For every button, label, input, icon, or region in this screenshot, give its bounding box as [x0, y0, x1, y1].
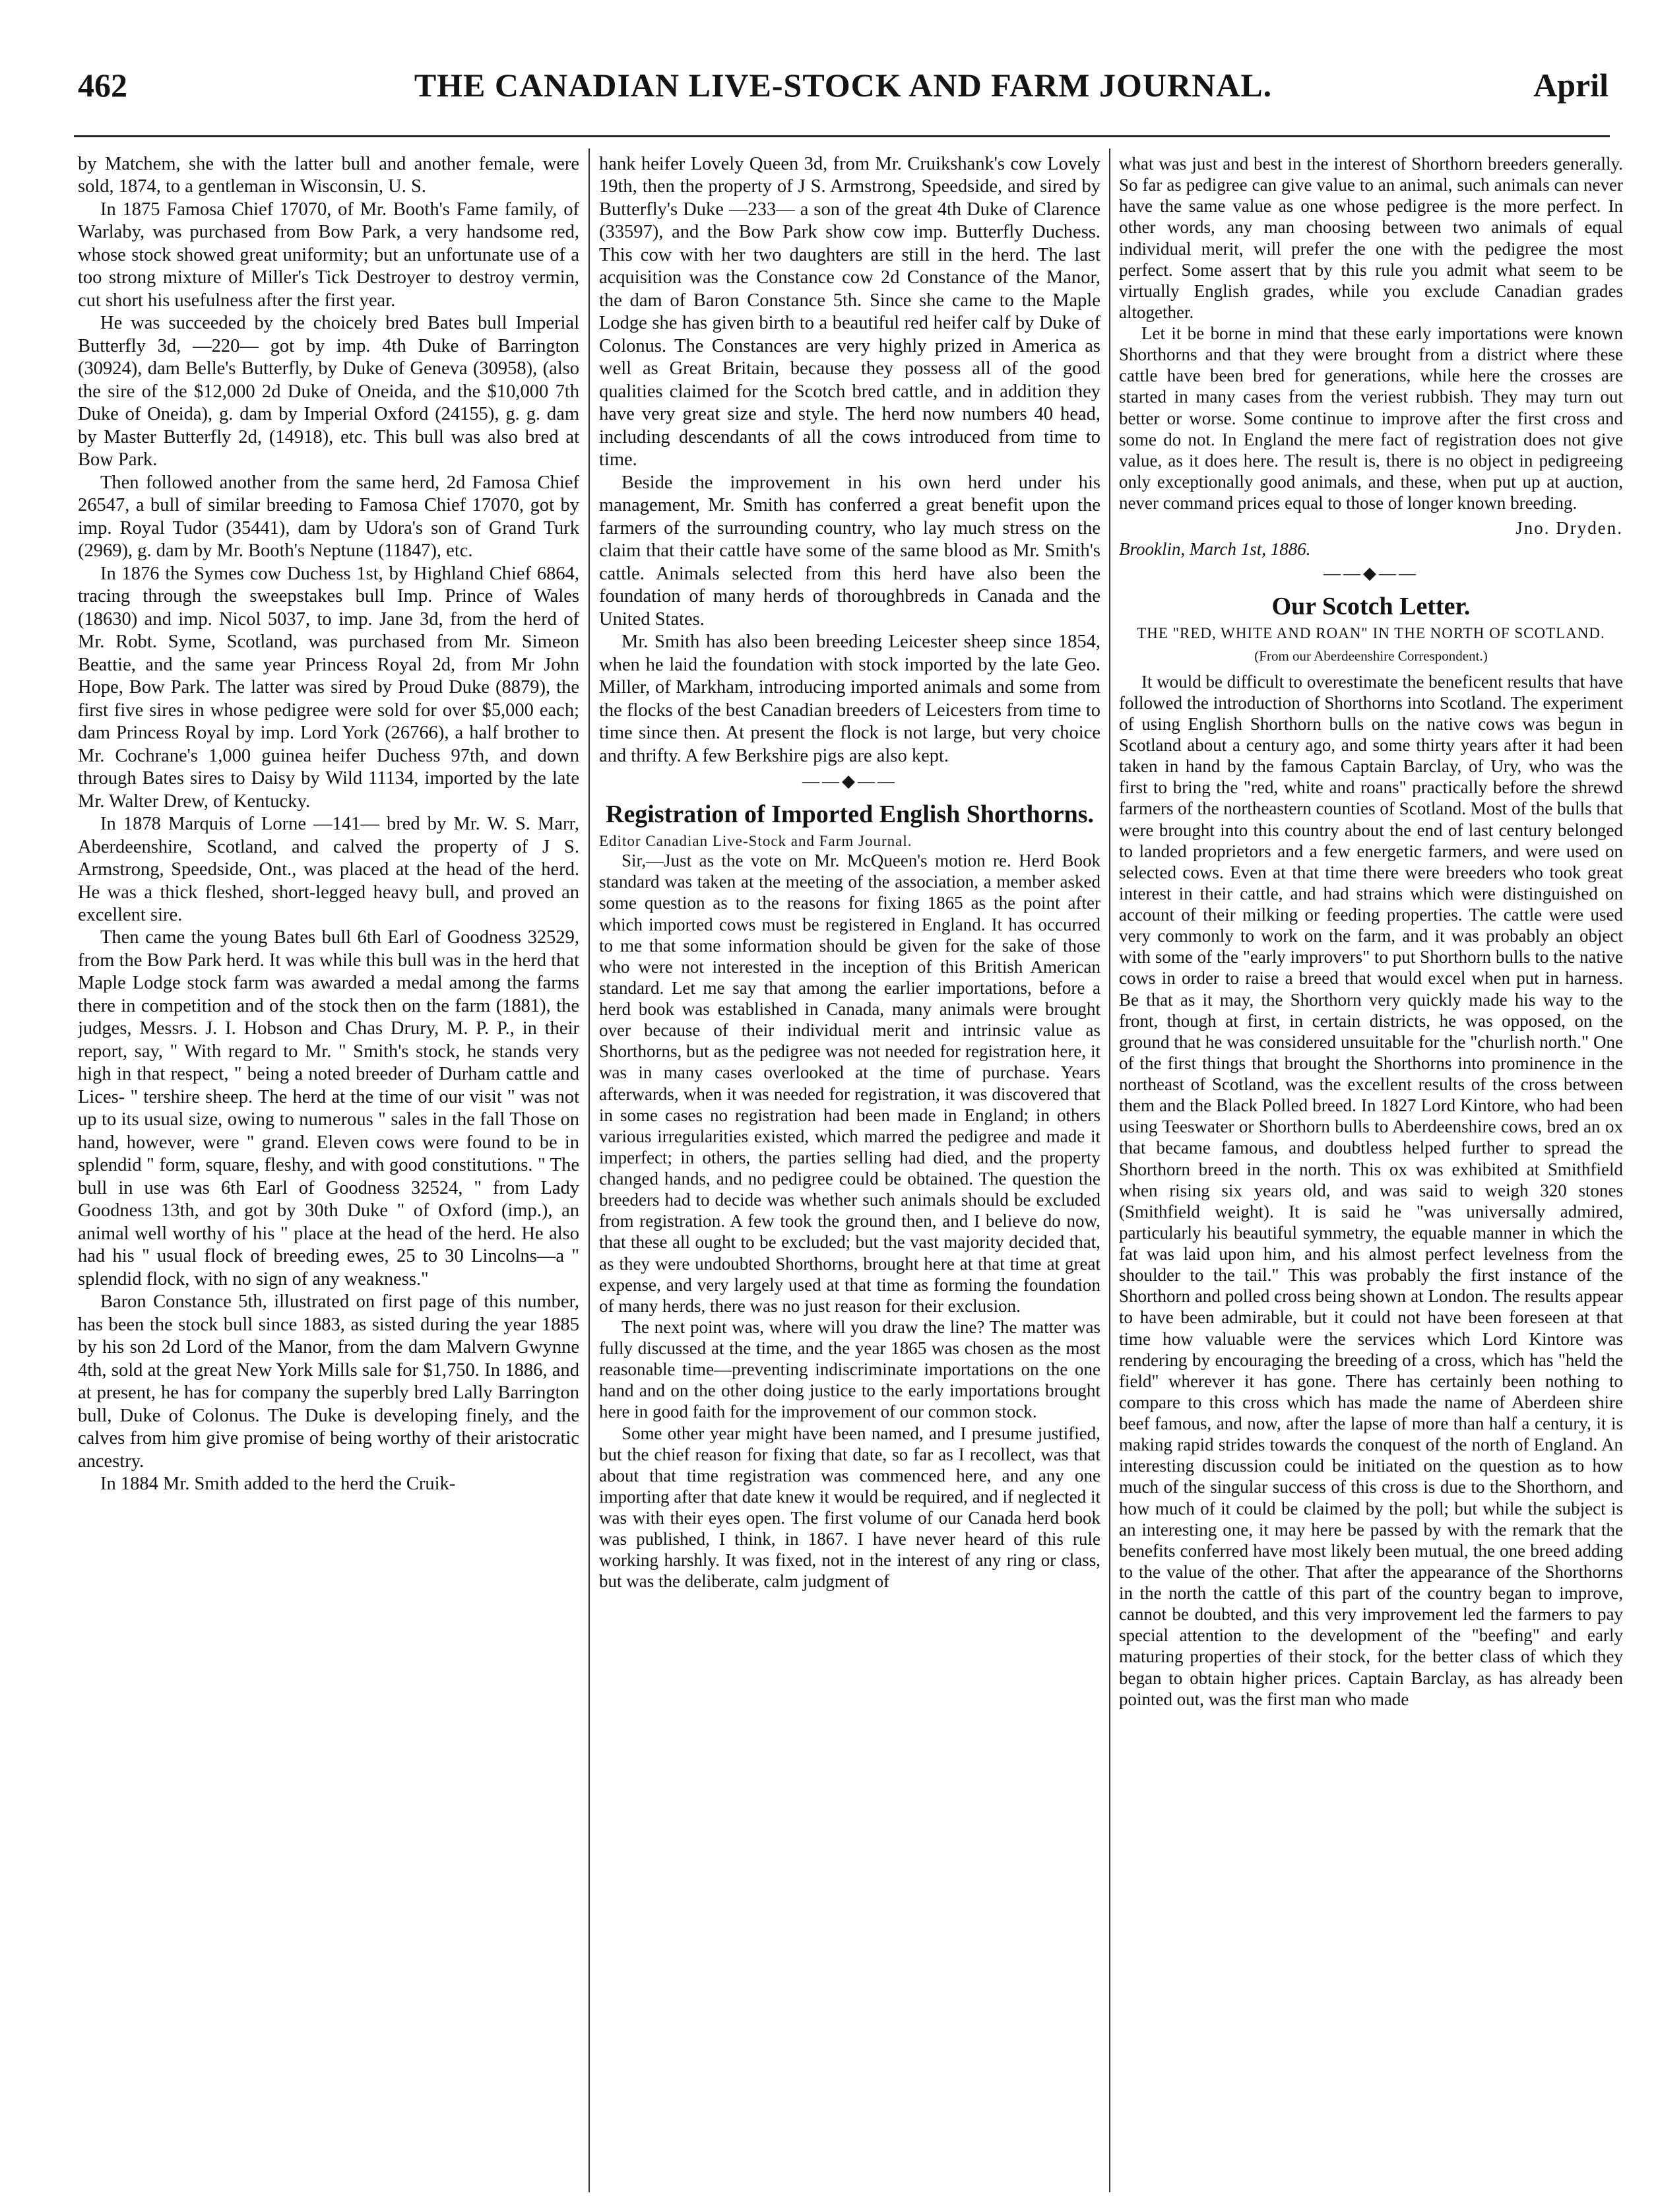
column-rule-2	[1109, 148, 1110, 2192]
paragraph: Baron Constance 5th, illustrated on first page of this number, has been the stock bull since 1883, as sisted during the year 1885 by his son 2d Lord of the Manor, from the dam Malvern Gwynne 4th, sold at the great New York Mills sale for $1,750. In 1886, and at present, he has for company the superbly bred Lally Barrington bull, Duke of Colonus. The Duke is developing finely, and the calves from him give promise of being worthy of their aristocratic ancestry.	[78, 1291, 579, 1472]
paragraph: Mr. Smith has also been breeding Leicester sheep since 1854, when he laid the foundation with stock imported by the late Geo. Miller, of Markham, introducing imported animals and some from the flocks of the best Canadian breeders of Leicesters from time to time since then. At present the flock is not large, but very choice and thrifty. A few Berkshire pigs are also kept.	[599, 632, 1100, 766]
paragraph: what was just and best in the interest of Shorthorn breeders generally. So far as pedigree can give value to an animal, such animals can never have the same value as one whose pedigree is the more perfect. In other words, any man choosing between two animals of equal individual merit, will prefer the one with the pedigree the most perfect. Some assert that by this rule you admit what seem to be virtually English grades, while you exclude Canadian grades altogether.	[1119, 154, 1623, 322]
signature: Jno. Dryden.	[1515, 518, 1623, 538]
issue-month: April	[1533, 67, 1608, 104]
paragraph: hank heifer Lovely Queen 3d, from Mr. Cruikshank's cow Lovely 19th, then the property of J S. Armstrong, Speedside, and sired by Butterfly's Duke —233— a son of the great 4th Duke of Clarence (33597), and the Bow Park show cow imp. Butterfly Duchess. This cow with her two daughters are still in the herd. The last acquisition was the Constance cow 2d Constance of the Manor, the dam of Baron Constance 5th. Since she came to the Maple Lodge she has given birth to a beautiful red heifer calf by Duke of Colonus. The Constances are very highly prized in America as well as Great Britain, because they possess all of the good qualities claimed for the Scotch bred cattle, and in addition they have very great size and style. The herd now numbers 40 head, including descendants of all the cows introduced from time to time.	[599, 154, 1100, 471]
paragraph: Beside the improvement in his own herd under his management, Mr. Smith has conferred a great benefit upon the farmers of the surrounding country, who lay much stress on the claim that their cattle have some of the same blood as Mr. Smith's cattle. Animals selected from this herd have also been the foundation of many herds of thoroughbreds in Canada and the United States.	[599, 472, 1100, 630]
paragraph: He was succeeded by the choicely bred Bates bull Imperial Butterfly 3d, —220— got by imp. 4th Duke of Barrington (30924), dam Belle's Butterfly, by Duke of Geneva (30958), (also the sire of the $12,000 2d Duke of Oneida, and the $10,000 7th Duke of Oneida), g. dam by Imperial Oxford (24155), g. g. dam by Master Butterfly 2d, (14918), etc. This bull was also bred at Bow Park.	[78, 313, 579, 471]
paragraph: In 1884 Mr. Smith added to the herd the Cruik-	[100, 1474, 456, 1495]
paragraph: Then came the young Bates bull 6th Earl of Goodness 32529, from the Bow Park herd. It was while this bull was in the herd that Maple Lodge stock farm was awarded a medal among the farms there in competition and of the stock then on the farm (1881), the judges, Messrs. J. I. Hobson and Chas Drury, M. P. P., in their report, say, " With regard to Mr. " Smith's stock, he stands very high in that respect, " being a noted breeder of Durham cattle and Lices- " tershire sheep. The herd at the time of our visit " was not up to its usual size, owing to numerous " sales in the fall Those on hand, however, were " grand. Eleven cows were found to be in splendid " form, square, fleshy, and with good constitutions. " The bull in use was 6th Earl of Goodness 32524, " from Lady Goodness 13th, and got by 30th Duke " of Oxford (imp.), an animal well worthy of his " place at the head of the herd. He also had his " usual flock of breeding ewes, 25 to 30 Lincolns—a " splendid flock, with no sign of any weakness."	[78, 927, 579, 1289]
page-number: 462	[78, 67, 127, 104]
paragraph: The next point was, where will you draw the line? The matter was fully discussed at the time, and the year 1865 was chosen as the most reasonable time—preventing indiscriminate importations on the one hand and on the other doing justice to the early importations brought here in good faith for the improvement of our common stock.	[599, 1317, 1100, 1422]
paragraph: In 1876 the Symes cow Duchess 1st, by Highland Chief 6864, tracing through the sweepstakes bull Imp. Prince of Wales (18630) and imp. Nicol 5037, to imp. Jane 3d, from the herd of Mr. Robt. Syme, Scotland, was purchased from Mr. Simeon Beattie, and the same year Princess Royal 2d, from Mr John Hope, Bow Park. The latter was sired by Proud Duke (8879), the first five sires in whose pedigree were sold for over $5,000 each; dam Princess Royal by imp. Lord York (26766), a half brother to Mr. Cochrane's 1,000 guinea heifer Duchess 97th, and down through Bates sires to Daisy by Wild 11134, imported by the late Mr. Walter Drew, of Kentucky.	[78, 563, 579, 812]
paragraph: It would be difficult to overestimate the beneficent results that have followed the introduction of Shorthorns into Scotland. The experiment of using English Shorthorn bulls on the native cows was begun in Scotland about a century ago, and some thirty years after it had been taken in hand by the famous Captain Barclay, of Ury, who was the first to bring the "red, white and roans" practically before the shrewd farmers of the northeastern counties of Scotland. Most of the bulls that were brought into this country about the end of last century belonged to landed proprietors and a few energetic farmers, and were used on selected cows. Even at that time there were breeders who took great interest in their cattle, and had strains which were distinguished on account of their milking or feeding properties. The cattle were used very commonly to work on the farm, and it was probably an object with some of the "early improvers" to put Shorthorn bulls to the native cows in order to raise a breed that would excel when put in harness. Be that as it may, the Shorthorn very quickly made his way to the front, though at first, in certain districts, he was opposed, on the ground that he was considered unsuitable for the "churlish north." One of the first things that brought the Shorthorns into prominence in the northeast of Scotland, was the excellent results of the cross between them and the Black Polled breed. In 1827 Lord Kintore, who had been using Teeswater or Shorthorn bulls to Aberdeenshire cows, bred an ox that became famous, and doubtless helped further to spread the Shorthorn breed in the north. This ox was exhibited at Smithfield when rising six years old, and was said to weigh 320 stones (Smithfield weight). It is said he "was universally admired, particularly his beautiful symmetry, the equable manner in which the fat was laid upon him, and his almost perfect levelness from the shoulder to the tail." This was probably the first instance of the Shorthorn and polled cross being shown at London. The results appear to have been admirable, but it could not have been foreseen at that time how valuable were the services which Lord Kintore was rendering by encouraging the breeding of a cross, which has "held the field" wherever it has gone. There has certainly been nothing to compare to this cross which has made the name of Aberdeen shire beef famous, and now, after the lapse of more than half a century, it is making rapid strides towards the conquest of the north of England. An interesting discussion could be initiated on the question as to how much of the singular success of this cross is due to the Shorthorn, and how much of it could be claimed by the poll; but while the subject is an interesting one, it may here be passed by with the remark that the benefits conferred have most likely been mutual, the one breed adding to the value of the other. That after the appearance of the Shorthorns in the north the cattle of this part of the country began to improve, cannot be doubted, and this very improvement led the farmers to pay special attention to the development of the "beefing" and early maturing properties of their stock, for the better class of which they began to obtain higher prices. Captain Barclay, as has already been pointed out, was the first man who made	[1119, 671, 1623, 1709]
dateline: Brooklin, March 1st, 1886.	[1119, 539, 1311, 560]
paragraph: Some other year might have been named, and I presume justified, but the chief reason for fixing that date, so far as I recollect, was that about that time registration was commenced here, and any one importing after that date knew it would be required, and if neglected it was with their eyes open. The first volume of our Canada herd book was published, I think, in 1867. I have never heard of this rule working harshly. It was fixed, not in the interest of any ring or class, but was the deliberate, calm judgment of	[599, 1423, 1100, 1592]
paragraph: In 1878 Marquis of Lorne —141— bred by Mr. W. S. Marr, Aberdeenshire, Scotland, and calved the property of J S. Armstrong, Speedside, Ont., was placed at the head of the herd. He was a thick fleshed, short-legged heavy bull, and proved an excellent sire.	[78, 814, 579, 925]
paragraph: by Matchem, she with the latter bull and another female, were sold, 1874, to a gentleman in Wisconsin, U. S.	[78, 154, 579, 197]
section-ornament: ——◆——	[1323, 564, 1418, 583]
column-2	[599, 153, 1100, 2186]
column-1	[78, 153, 579, 2186]
registration-heading: Registration of Imported English Shorthorns.	[606, 800, 1094, 829]
header-rule	[74, 135, 1610, 137]
column-rule-1	[589, 148, 590, 2192]
paragraph: Sir,—Just as the vote on Mr. McQueen's motion re. Herd Book standard was taken at the meeting of the association, a member asked some question as to the reasons for fixing 1865 as the point after which imported cows must be registered in England. It has occurred to me that some information should be given for the sake of those who were not interested in the inception of this British American standard. Let me say that among the earlier importations, before a herd book was established in Canada, many animals were brought over because of their individual merit and intrinsic value as Shorthorns, but as the pedigree was not needed for registration here, it was in many cases overlooked at the time of purchase. Years afterwards, when it was needed for registration, it was discovered that in some cases no registration had been made in England; in others various irregularities existed, which marred the pedigree and made it imperfect; in others, the parties selling had died, and the property changed hands, and no pedigree could be obtained. The question the breeders had to decide was whether such animals should be excluded from registration. A few took the ground then, and I believe do now, that these all ought to be excluded; but the vast majority decided that, as they were undoubted Shorthorns, brought here at that time at great expense, and very largely used at that time as forming the foundation of many herds, there was no just reason for their exclusion.	[599, 851, 1100, 1316]
journal-title: THE CANADIAN LIVE-STOCK AND FARM JOURNAL.	[414, 67, 1273, 104]
paragraph: In 1875 Famosa Chief 17070, of Mr. Booth's Fame family, of Warlaby, was purchased from Bow Park, a very handsome red, whose stock showed great uniformity; but an unfortunate use of a too strong mixture of Miller's Tick Destroyer to destroy vermin, cut short his usefulness after the first year.	[78, 199, 579, 311]
correspondent-note: (From our Aberdeenshire Correspondent.)	[1254, 647, 1488, 664]
scotch-letter-heading: Our Scotch Letter.	[1271, 593, 1471, 621]
paragraph: Then followed another from the same herd, 2d Famosa Chief 26547, a bull of similar breeding to Famosa Chief 17070, got by imp. Royal Tudor (35441), dam by Udora's son of Grand Turk (2969), g. dam by Mr. Booth's Neptune (11847), etc.	[78, 472, 579, 562]
scotch-letter-subheading: THE "RED, WHITE AND ROAN" IN THE NORTH OF SCOTLAND.	[1137, 625, 1605, 642]
column-3	[1119, 153, 1623, 2186]
editor-address: Editor Canadian Live-Stock and Farm Journal.	[599, 832, 912, 849]
paragraph: Let it be borne in mind that these early importations were known Shorthorns and that they were brought from a district where these cattle have been bred for generations, while here the crosses are started in many cases from the veriest rubbish. They may turn out better or worse. Some continue to improve after the first cross and some do not. In England the mere fact of registration does not give value, as it does here. The result is, there is no object in pedigreeing only exceptionally good animals, and these, when put up at auction, never command prices equal to those of longer known breeding.	[1119, 323, 1623, 513]
section-ornament: ——◆——	[802, 771, 897, 791]
page-header	[78, 66, 1608, 125]
